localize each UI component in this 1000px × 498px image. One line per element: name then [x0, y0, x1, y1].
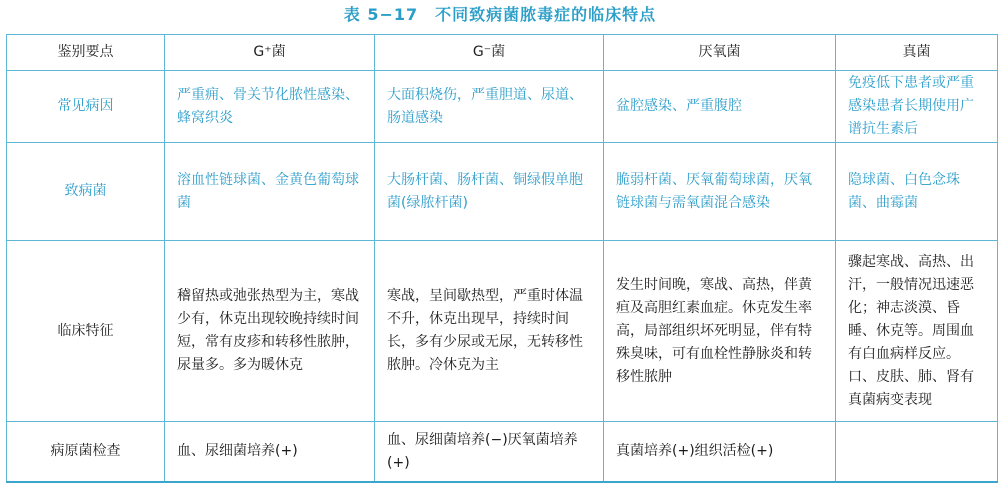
row-label-lab-test: 病原菌检查 — [7, 422, 165, 483]
table-cell: 发生时间晚，寒战、高热，伴黄疸及高胆红素血症。休克发生率高，局部组织坏死明显，伴有特殊臭味，可有血栓性静脉炎和转移性脓肿 — [604, 241, 836, 422]
table-cell: 盆腔感染、严重腹腔 — [604, 71, 836, 143]
comparison-table — [6, 34, 998, 483]
table-cell — [836, 422, 998, 483]
table-row — [7, 71, 998, 143]
table-cell: 大面积烧伤，严重胆道、尿道、肠道感染 — [375, 71, 604, 143]
header-fungal: 真菌 — [836, 35, 998, 71]
table-cell: 血、尿细菌培养(+) — [165, 422, 375, 483]
table-cell: 脆弱杆菌、厌氧葡萄球菌，厌氧链球菌与需氧菌混合感染 — [604, 143, 836, 241]
table-cell: 真菌培养(+)组织活检(+) — [604, 422, 836, 483]
row-label-pathogen: 致病菌 — [7, 143, 165, 241]
row-label-clinical: 临床特征 — [7, 241, 165, 422]
header-gram-negative: G⁻菌 — [375, 35, 604, 71]
table-row — [7, 143, 998, 241]
table-cell: 大肠杆菌、肠杆菌、铜绿假单胞菌(绿脓杆菌) — [375, 143, 604, 241]
row-label-cause: 常见病因 — [7, 71, 165, 143]
table-cell: 稽留热或弛张热型为主，寒战少有，休克出现较晚持续时间短，常有皮疹和转移性脓肿，尿量多。多为暖休克 — [165, 241, 375, 422]
table-title: 表 5−17 不同致病菌脓毒症的临床特点 — [343, 5, 657, 24]
header-anaerobic: 厌氧菌 — [604, 35, 836, 71]
table-row — [7, 241, 998, 422]
table-cell: 溶血性链球菌、金黄色葡萄球菌 — [165, 143, 375, 241]
header-row — [7, 35, 998, 71]
table-row — [7, 422, 998, 483]
table-cell: 严重痈、骨关节化脓性感染、蜂窝织炎 — [165, 71, 375, 143]
table-cell: 免疫低下患者或严重感染患者长期使用广谱抗生素后 — [836, 71, 998, 143]
header-criteria: 鉴别要点 — [7, 35, 165, 71]
table-cell: 寒战，呈间歇热型，严重时体温不升，休克出现早，持续时间长，多有少尿或无尿，无转移性脓肿。冷休克为主 — [375, 241, 604, 422]
header-gram-positive: G⁺菌 — [165, 35, 375, 71]
table-cell: 隐球菌、白色念珠菌、曲霉菌 — [836, 143, 998, 241]
table-cell: 血、尿细菌培养(−)厌氧菌培养(+) — [375, 422, 604, 483]
table-cell: 骤起寒战、高热、出汗，一般情况迅速恶化；神志淡漠、昏睡、休克等。周围血有白血病样反应。口、皮肤、肺、肾有真菌病变表现 — [836, 241, 998, 422]
